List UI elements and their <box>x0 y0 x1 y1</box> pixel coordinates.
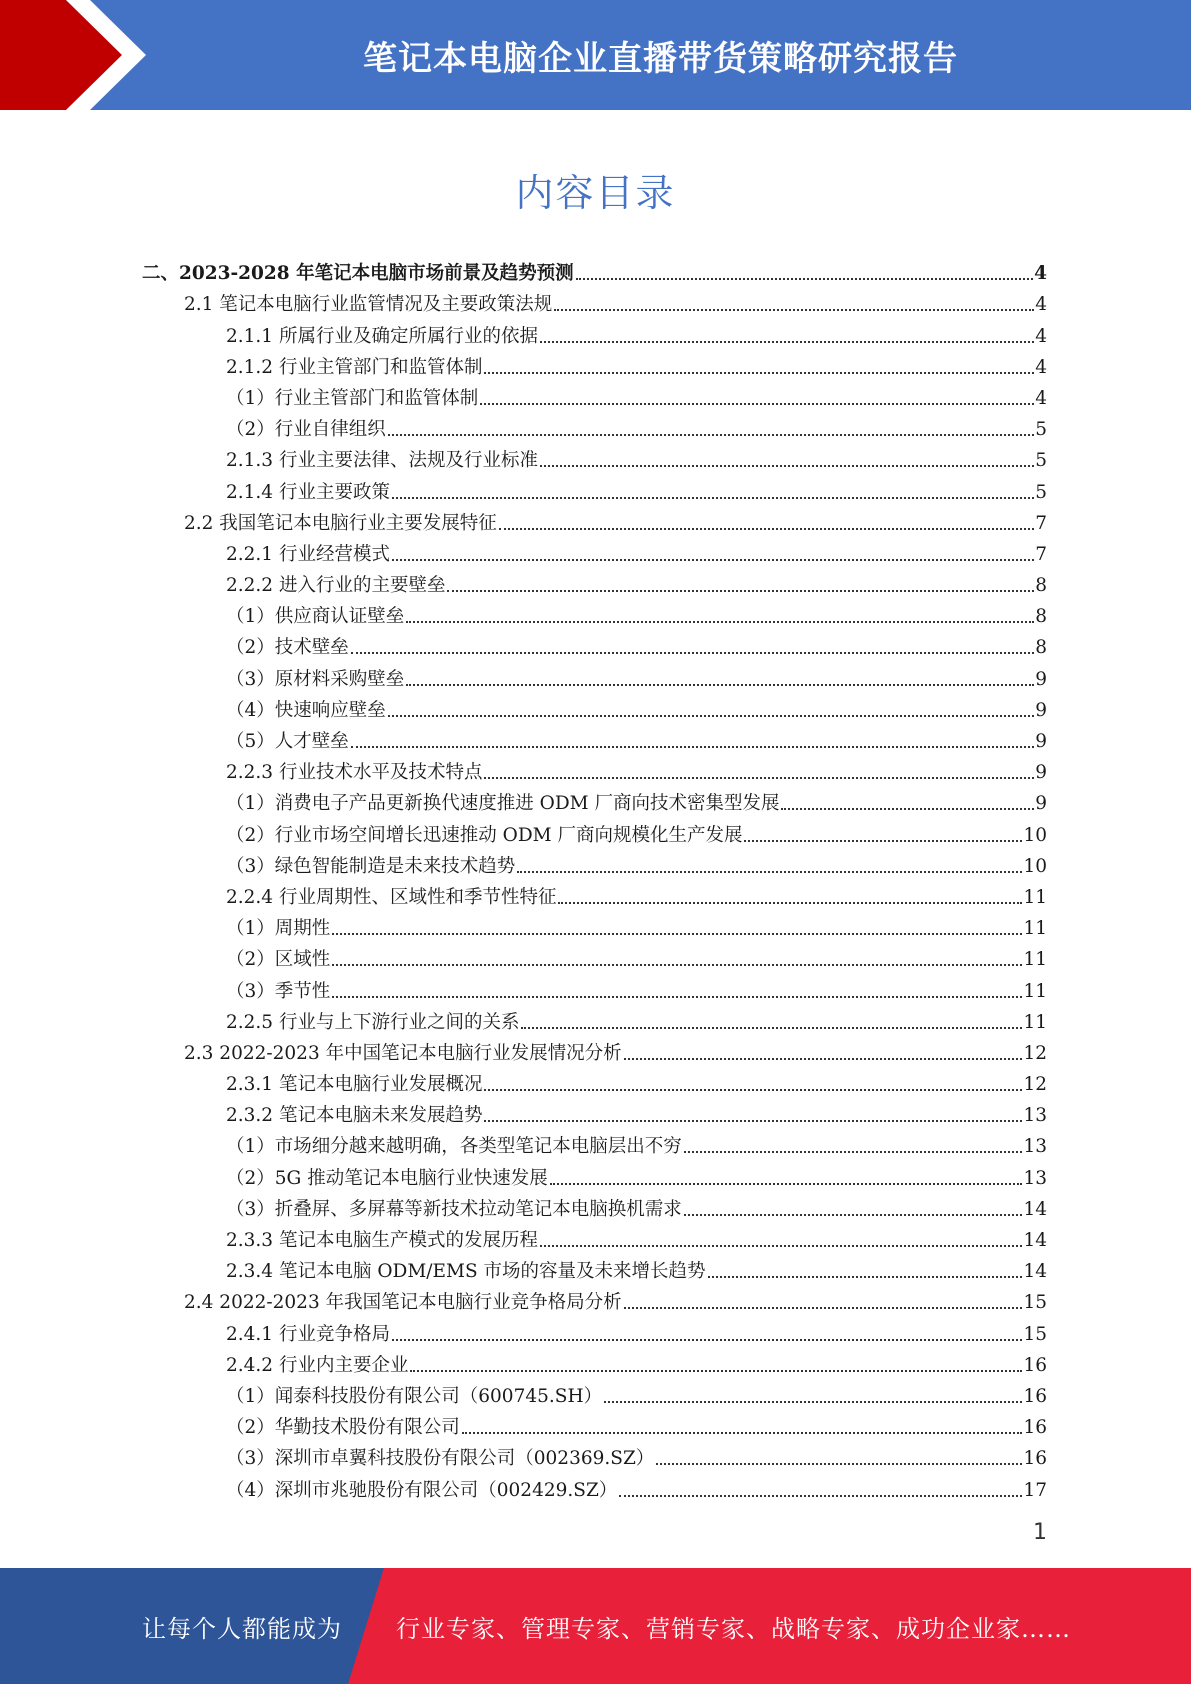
header-arrow-decoration <box>0 0 170 110</box>
toc-entry-label: 2.2.1 行业经营模式 <box>226 543 390 565</box>
toc-leader-dots <box>332 933 1022 935</box>
toc-entry-label: （1）周期性 <box>226 918 331 940</box>
toc-entry-page: 16 <box>1023 1354 1047 1376</box>
toc-entry-page: 15 <box>1023 1292 1047 1314</box>
toc-leader-dots <box>576 278 1034 280</box>
toc-leader-dots <box>521 1027 1022 1029</box>
toc-entry[interactable] <box>0 815 1191 846</box>
toc-entry-page: 4 <box>1034 263 1047 285</box>
toc-entry-label: 2.2 我国笔记本电脑行业主要发展特征 <box>184 512 497 534</box>
toc-entry-page: 9 <box>1035 731 1047 752</box>
toc-leader-dots <box>351 652 1034 654</box>
toc-entry-label: 2.4.2 行业内主要企业 <box>226 1354 409 1376</box>
toc-leader-dots <box>708 1276 1023 1278</box>
toc-leader-dots <box>624 1058 1023 1060</box>
toc-leader-dots <box>332 964 1022 966</box>
toc-entry-page: 14 <box>1023 1261 1047 1283</box>
toc-entry-page: 13 <box>1023 1136 1047 1158</box>
toc-leader-dots <box>447 590 1034 592</box>
toc-leader-dots <box>406 684 1034 686</box>
toc-leader-dots <box>550 1183 1023 1185</box>
toc-entry[interactable] <box>0 472 1191 503</box>
toc-entry[interactable] <box>0 847 1191 878</box>
toc-entry[interactable] <box>0 1065 1191 1096</box>
toc-entry[interactable] <box>0 316 1191 347</box>
toc-leader-dots <box>540 1245 1022 1247</box>
toc-entry-page: 10 <box>1023 855 1047 877</box>
toc-entry-page: 13 <box>1023 1167 1047 1189</box>
toc-leader-dots <box>480 403 1034 405</box>
toc-entry[interactable] <box>0 1096 1191 1127</box>
toc-entry[interactable] <box>0 1314 1191 1345</box>
footer-slogan-left: 让每个人都能成为 <box>142 1614 342 1643</box>
toc-leader-dots <box>554 309 1034 311</box>
toc-entry-label: （3）原材料采购壁垒 <box>226 668 405 690</box>
toc-leader-dots <box>388 715 1034 717</box>
toc-entry[interactable] <box>0 722 1191 753</box>
toc-entry-label: 2.4.1 行业竞争格局 <box>226 1323 390 1345</box>
toc-entry-page: 13 <box>1023 1105 1047 1127</box>
page-number: 1 <box>1033 1520 1047 1545</box>
toc-entry-label: （4）快速响应壁垒 <box>226 699 386 721</box>
toc-entry-label: （1）消费电子产品更新换代速度推进 ODM 厂商向技术密集型发展 <box>226 793 780 815</box>
toc-leader-dots <box>388 434 1034 436</box>
toc-entry-page: 17 <box>1023 1479 1047 1501</box>
toc-entry-label: （3）折叠屏、多屏幕等新技术拉动笔记本电脑换机需求 <box>226 1198 682 1220</box>
toc-entry[interactable] <box>0 504 1191 535</box>
footer-slogan-right: 行业专家、管理专家、营销专家、战略专家、成功企业家…… <box>396 1614 1071 1643</box>
toc-entry-label: 2.1 笔记本电脑行业监管情况及主要政策法规 <box>184 294 553 316</box>
toc-entry-label: （2）技术壁垒 <box>226 637 349 659</box>
toc-entry-label: （1）闻泰科技股份有限公司（600745.SH） <box>226 1385 603 1407</box>
toc-entry[interactable] <box>0 1034 1191 1065</box>
toc-entry[interactable] <box>0 379 1191 410</box>
toc-entry[interactable] <box>0 348 1191 379</box>
toc-entry-page: 14 <box>1023 1198 1047 1220</box>
toc-entry-page: 5 <box>1035 419 1047 441</box>
toc-entry-page: 11 <box>1023 1011 1047 1033</box>
toc-entry-label: （2）行业市场空间增长迅速推动 ODM 厂商向规模化生产发展 <box>226 824 743 846</box>
toc-leader-dots <box>540 341 1034 343</box>
toc-entry[interactable] <box>0 285 1191 316</box>
toc-leader-dots <box>351 746 1034 748</box>
toc-entry-label: 2.3.3 笔记本电脑生产模式的发展历程 <box>226 1230 538 1251</box>
toc-entry-label: （3）绿色智能制造是未来技术趋势 <box>226 855 516 877</box>
toc-entry[interactable] <box>0 597 1191 628</box>
toc-entry[interactable] <box>0 1408 1191 1439</box>
toc-leader-dots <box>684 1214 1023 1216</box>
toc-entry-page: 5 <box>1035 481 1047 503</box>
toc-entry-label: 2.1.1 所属行业及确定所属行业的依据 <box>226 325 538 347</box>
toc-entry[interactable] <box>0 1346 1191 1377</box>
toc-entry[interactable] <box>0 1190 1191 1221</box>
toc-entry-page: 8 <box>1035 637 1047 659</box>
toc-leader-dots <box>499 528 1034 530</box>
toc-entry[interactable] <box>0 753 1191 784</box>
toc-entry-page: 11 <box>1023 980 1047 1002</box>
toc-entry-label: （1）供应商认证壁垒 <box>226 606 405 628</box>
toc-leader-dots <box>604 1401 1022 1403</box>
toc-entry[interactable] <box>0 1252 1191 1283</box>
toc-list <box>0 254 1191 1502</box>
toc-entry[interactable] <box>0 691 1191 722</box>
toc-entry[interactable] <box>0 659 1191 690</box>
toc-entry-page: 11 <box>1023 886 1047 908</box>
toc-entry-label: （4）深圳市兆驰股份有限公司（002429.SZ） <box>226 1479 618 1501</box>
toc-entry[interactable] <box>0 628 1191 659</box>
toc-entry-label: （3）季节性 <box>226 980 331 1002</box>
toc-entry-label: 2.2.3 行业技术水平及技术特点 <box>226 762 483 784</box>
toc-entry-page: 8 <box>1035 575 1047 597</box>
toc-entry-label: （2）华勤技术股份有限公司 <box>226 1417 460 1439</box>
toc-entry[interactable] <box>0 1283 1191 1314</box>
toc-entry[interactable] <box>0 1221 1191 1252</box>
toc-leader-dots <box>406 621 1034 623</box>
toc-entry-label: 2.3.1 笔记本电脑行业发展概况 <box>226 1074 483 1096</box>
toc-leader-dots <box>558 902 1022 904</box>
toc-entry-page: 9 <box>1035 699 1047 721</box>
toc-leader-dots <box>332 996 1022 998</box>
toc-entry-page: 14 <box>1023 1230 1047 1251</box>
toc-entry-page: 11 <box>1023 918 1047 940</box>
toc-leader-dots <box>484 1089 1022 1091</box>
toc-entry-label: 2.3.4 笔记本电脑 ODM/EMS 市场的容量及未来增长趋势 <box>226 1261 706 1283</box>
toc-leader-dots <box>484 1120 1022 1122</box>
toc-leader-dots <box>624 1307 1023 1309</box>
toc-entry-page: 8 <box>1035 606 1047 628</box>
toc-entry-page: 7 <box>1035 543 1047 565</box>
toc-entry-page: 16 <box>1023 1385 1047 1407</box>
toc-entry-label: 2.3 2022-2023 年中国笔记本电脑行业发展情况分析 <box>184 1042 622 1064</box>
toc-entry-page: 9 <box>1035 762 1047 784</box>
toc-entry-page: 4 <box>1035 356 1047 378</box>
toc-entry-label: 2.3.2 笔记本电脑未来发展趋势 <box>226 1105 483 1127</box>
footer-band <box>0 1568 1191 1684</box>
toc-entry-label: （1）市场细分越来越明确，各类型笔记本电脑层出不穷 <box>226 1136 682 1158</box>
toc-entry-page: 15 <box>1023 1323 1047 1345</box>
toc-entry-page: 16 <box>1023 1448 1047 1470</box>
toc-leader-dots <box>781 808 1034 810</box>
toc-entry-label: （5）人才壁垒 <box>226 731 349 752</box>
toc-entry-label: 2.1.2 行业主管部门和监管体制 <box>226 356 483 378</box>
toc-leader-dots <box>392 497 1034 499</box>
toc-entry[interactable] <box>0 535 1191 566</box>
toc-entry[interactable] <box>0 566 1191 597</box>
toc-entry[interactable] <box>0 1127 1191 1158</box>
toc-entry[interactable] <box>0 254 1191 285</box>
toc-entry-label: 2.2.2 进入行业的主要壁垒 <box>226 575 446 597</box>
toc-entry[interactable] <box>0 878 1191 909</box>
toc-leader-dots <box>392 559 1034 561</box>
toc-leader-dots <box>462 1432 1023 1434</box>
toc-entry[interactable] <box>0 1003 1191 1034</box>
toc-entry-label: （1）行业主管部门和监管体制 <box>226 387 479 409</box>
toc-entry[interactable] <box>0 1439 1191 1470</box>
toc-entry-page: 4 <box>1035 387 1047 409</box>
toc-entry-label: （2）区域性 <box>226 949 331 971</box>
toc-entry-page: 9 <box>1035 668 1047 690</box>
toc-leader-dots <box>656 1463 1022 1465</box>
toc-leader-dots <box>517 871 1022 873</box>
toc-entry[interactable] <box>0 1470 1191 1501</box>
toc-entry[interactable] <box>0 940 1191 971</box>
toc-entry-label: 2.1.3 行业主要法律、法规及行业标准 <box>226 450 538 472</box>
toc-entry-label: （2）行业自律组织 <box>226 419 386 441</box>
toc-leader-dots <box>410 1370 1022 1372</box>
toc-leader-dots <box>484 372 1034 374</box>
toc-entry-label: 2.4 2022-2023 年我国笔记本电脑行业竞争格局分析 <box>184 1292 622 1314</box>
header-band <box>0 0 1191 110</box>
toc-entry[interactable] <box>0 971 1191 1002</box>
toc-entry[interactable] <box>0 441 1191 472</box>
toc-entry-page: 12 <box>1023 1042 1047 1064</box>
toc-leader-dots <box>540 465 1034 467</box>
toc-entry-label: （3）深圳市卓翼科技股份有限公司（002369.SZ） <box>226 1448 655 1470</box>
toc-leader-dots <box>484 777 1034 779</box>
toc-entry-page: 16 <box>1023 1417 1047 1439</box>
toc-entry-label: 2.2.4 行业周期性、区域性和季节性特征 <box>226 886 557 908</box>
toc-entry-page: 5 <box>1035 450 1047 472</box>
toc-entry-page: 9 <box>1035 793 1047 815</box>
toc-entry[interactable] <box>0 1377 1191 1408</box>
toc-entry-label: 2.1.4 行业主要政策 <box>226 481 390 503</box>
toc-entry-page: 11 <box>1023 949 1047 971</box>
toc-heading: 内容目录 <box>515 171 676 215</box>
toc-leader-dots <box>744 840 1022 842</box>
toc-entry[interactable] <box>0 909 1191 940</box>
toc-entry[interactable] <box>0 410 1191 441</box>
toc-entry-page: 10 <box>1023 824 1047 846</box>
toc-entry-label: （2）5G 推动笔记本电脑行业快速发展 <box>226 1167 548 1189</box>
toc-entry[interactable] <box>0 1158 1191 1189</box>
report-title: 笔记本电脑企业直播带货策略研究报告 <box>363 38 958 79</box>
toc-entry[interactable] <box>0 784 1191 815</box>
toc-entry-page: 4 <box>1035 325 1047 347</box>
toc-leader-dots <box>684 1151 1023 1153</box>
toc-leader-dots <box>619 1495 1022 1497</box>
toc-leader-dots <box>392 1339 1022 1341</box>
toc-entry-label: 2.2.5 行业与上下游行业之间的关系 <box>226 1011 520 1033</box>
toc-entry-page: 4 <box>1035 294 1047 316</box>
toc-entry-label: 二、2023-2028 年笔记本电脑市场前景及趋势预测 <box>142 263 574 285</box>
toc-entry-page: 7 <box>1035 512 1047 534</box>
toc-entry-page: 12 <box>1023 1074 1047 1096</box>
